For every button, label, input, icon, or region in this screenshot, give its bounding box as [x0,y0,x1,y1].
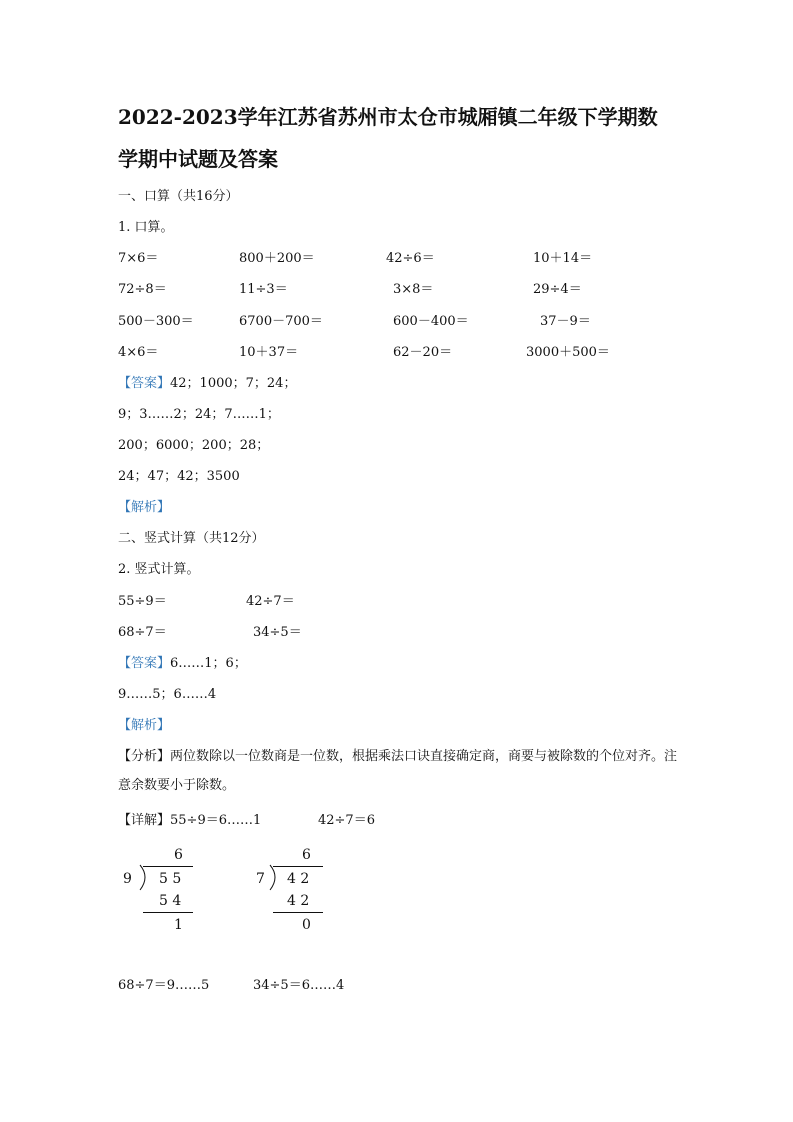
page-title-line-1: 2022-2023学年江苏省苏州市太仓市城厢镇二年级下学期数 [118,105,658,129]
analysis-label: 【分析】 [118,749,171,764]
answer-2-line-2: 9……5；6……4 [118,687,217,702]
answer-2-line-1 [118,657,247,670]
calc-cell: 600－400＝ [393,314,469,329]
division-bracket [138,864,152,892]
calc-cell: 34÷5＝ [253,625,302,640]
detail-line [118,814,261,827]
calc-cell: 500－300＝ [118,314,194,329]
analysis-1-tag: 【解析】 [118,500,171,515]
calc-cell: 37－9＝ [540,314,591,329]
answer-tag: 【答案】 [118,376,171,391]
answer-1-line-1 [118,377,296,390]
analysis-text: 两位数除以一位数商是一位数，根据乘法口诀直接确定商，商要与被除数的个位对齐。注意余数要小于除数。 [118,749,678,793]
detail-eq-2: 42÷7＝6 [318,813,375,828]
calc-cell: 800＋200＝ [239,251,315,266]
division-bracket [268,864,282,892]
calc-cell: 10＋14＝ [533,251,593,266]
subtraction-bar [273,912,323,913]
calc-cell: 55÷9＝ [118,594,167,609]
dividend: 4 2 [287,871,310,887]
question-1-label: 1. 口算。 [118,220,174,235]
divisor: 7 [256,871,265,887]
detail-eq-1: 55÷9＝6……1 [170,813,262,828]
calc-cell: 72÷8＝ [118,282,167,297]
section-2-heading: 二、竖式计算（共12分） [118,531,265,546]
answer-1-line-2: 9；3……2；24；7……1； [118,407,280,422]
remainder: 0 [302,917,311,933]
calc-cell: 3×8＝ [393,282,434,297]
calc-cell: 62－20＝ [393,345,453,360]
remainder: 1 [174,917,183,933]
calc-cell: 6700－700＝ [239,314,323,329]
calc-cell: 29÷4＝ [533,282,582,297]
page-title-line-2: 学期中试题及答案 [118,147,278,171]
calc-cell: 7×6＝ [118,251,159,266]
calc-cell: 68÷7＝ [118,625,167,640]
analysis-2-tag: 【解析】 [118,718,171,733]
answer-1-line-4: 24；47；42；3500 [118,469,240,484]
answer-1-line-3: 200；6000；200；28； [118,438,270,453]
section-1-heading: 一、口算（共16分） [118,189,239,204]
calc-cell: 42÷6＝ [386,251,435,266]
calc-cell: 11÷3＝ [239,282,288,297]
answer-text: 42；1000；7；24； [170,376,297,391]
detail-label: 【详解】 [118,813,171,828]
analysis-paragraph [118,742,683,800]
divisor: 9 [123,871,132,887]
detail-eq-3: 68÷7＝9……5 [118,978,210,993]
calc-cell: 4×6＝ [118,345,159,360]
division-bar [143,866,193,867]
quotient: 6 [302,847,311,863]
subtraction-bar [143,912,193,913]
product: 5 4 [159,893,182,909]
quotient: 6 [174,847,183,863]
calc-cell: 10＋37＝ [239,345,299,360]
calc-cell: 3000＋500＝ [526,345,610,360]
calc-cell: 42÷7＝ [246,594,295,609]
answer-tag: 【答案】 [118,656,171,671]
dividend: 5 5 [159,871,182,887]
product: 4 2 [287,893,310,909]
question-2-label: 2. 竖式计算。 [118,562,200,577]
answer-text: 6……1；6； [170,656,247,671]
division-bar [273,866,323,867]
detail-eq-4: 34÷5＝6……4 [253,978,345,993]
